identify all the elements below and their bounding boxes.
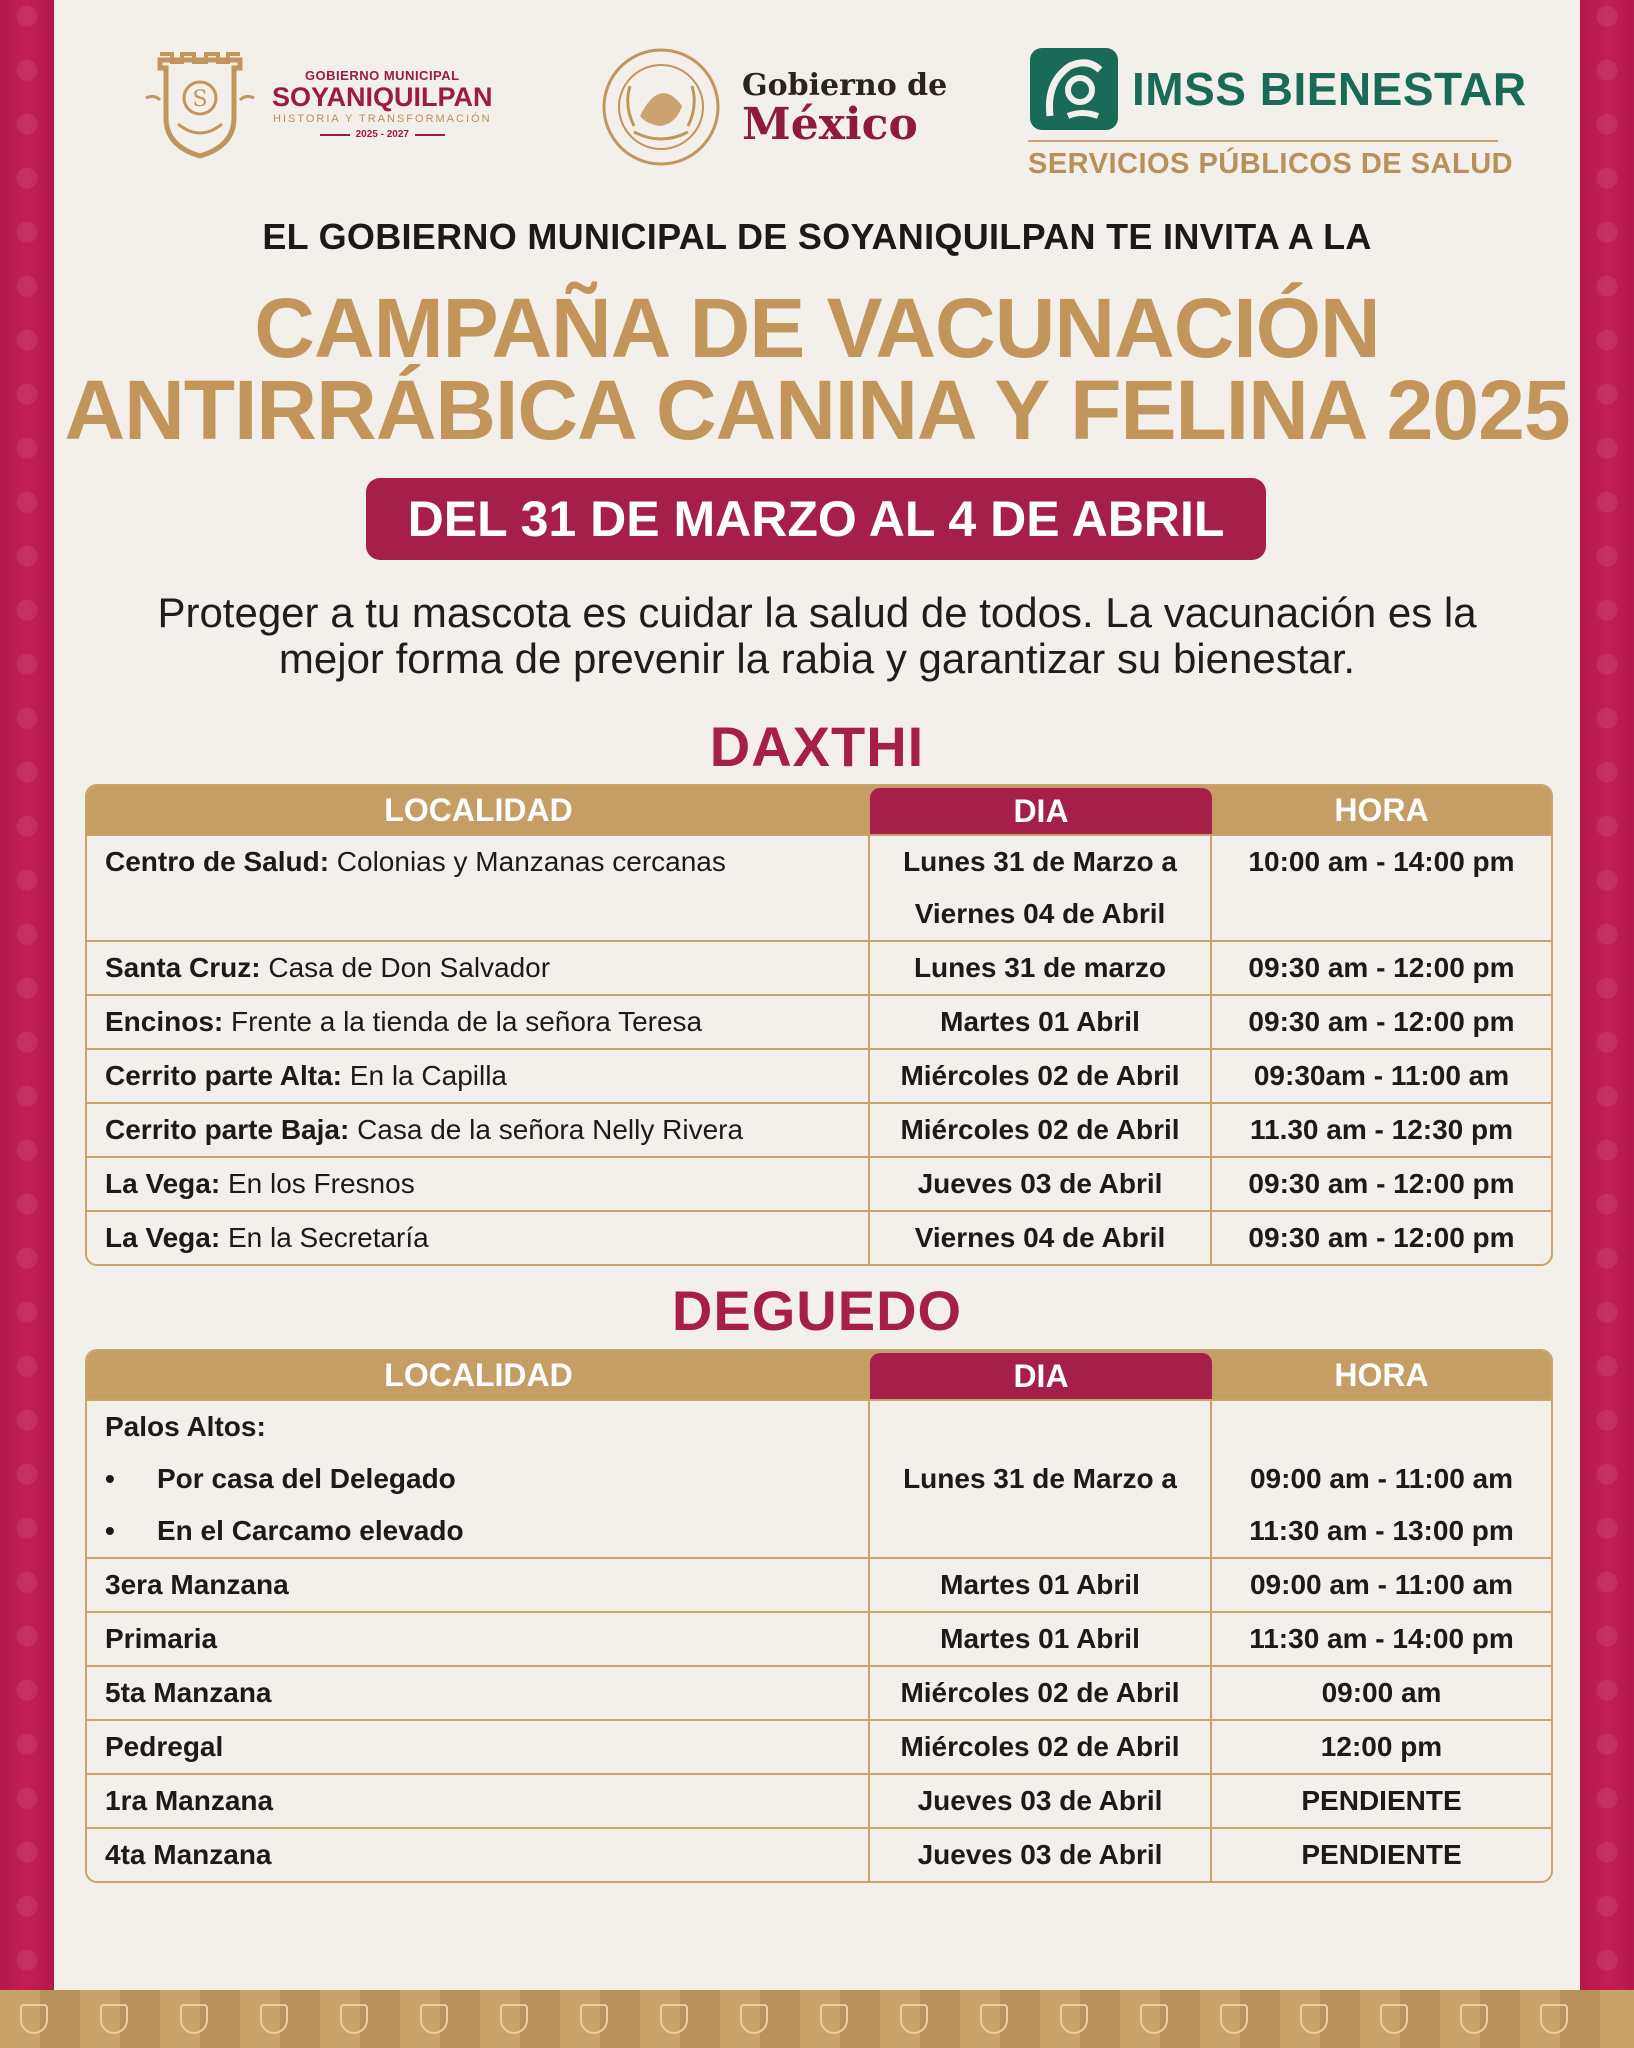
table-row: [87, 834, 1551, 940]
location-detail: En el Carcamo elevado: [157, 1515, 464, 1546]
column-header-dia: DIA: [870, 788, 1212, 834]
cell-localidad: Pedregal: [87, 1721, 870, 1773]
list-item: [105, 1453, 868, 1505]
table-row: [87, 1773, 1551, 1827]
cell-hora: 09:30 am - 12:00 pm: [1248, 1168, 1515, 1199]
cell-hora: 09:30 am - 12:00 pm: [1248, 1006, 1515, 1037]
cell-localidad: [87, 1104, 870, 1156]
cell-dia: Miércoles 02 de Abril: [870, 1104, 1212, 1156]
location-label: Centro de Salud:: [105, 846, 330, 877]
table-row: [87, 940, 1551, 994]
bullet-marker: •: [105, 1515, 115, 1546]
table-row: [87, 1827, 1551, 1881]
location-detail: En la Capilla: [342, 1060, 507, 1091]
decorative-crest-icon: [500, 2004, 528, 2034]
column-header-localidad: LOCALIDAD: [384, 791, 573, 828]
cell-localidad: [87, 1158, 870, 1210]
table-row: [87, 1719, 1551, 1773]
decorative-crest-icon: [260, 2004, 288, 2034]
decorative-crest-icon: [340, 2004, 368, 2034]
intro-text: [80, 590, 1554, 682]
campaign-dates-badge: DEL 31 DE MARZO AL 4 DE ABRIL: [366, 478, 1266, 560]
hour-line-1: 09:00 am - 11:00 am: [1249, 1463, 1514, 1494]
national-seal-icon: [600, 46, 722, 168]
decorative-crest-icon: [180, 2004, 208, 2034]
location-label: Santa Cruz:: [105, 952, 261, 983]
daxthi-schedule-table: [85, 784, 1553, 1266]
federal-logo: [600, 46, 947, 168]
cell-hora: 10:00 am - 14:00 pm: [1248, 846, 1515, 877]
location-detail: Frente a la tienda de la señora Teresa: [223, 1006, 703, 1037]
municipal-shield-icon: [138, 46, 262, 162]
location-label: Cerrito parte Alta:: [105, 1060, 343, 1091]
location-label: Cerrito parte Baja:: [105, 1114, 350, 1145]
bottom-decorative-band: [0, 1990, 1634, 2048]
municipal-label: GOBIERNO MUNICIPAL: [304, 67, 460, 83]
cell-dia: Martes 01 Abril: [870, 996, 1212, 1048]
table-row: [87, 1611, 1551, 1665]
decorative-crest-icon: [20, 2004, 48, 2034]
table-row: [87, 994, 1551, 1048]
decorative-crest-icon: [1140, 2004, 1168, 2034]
decorative-crest-icon: [900, 2004, 928, 2034]
decorative-crest-icon: [1380, 2004, 1408, 2034]
cell-hora: 09:30am - 11:00 am: [1253, 1060, 1510, 1091]
municipal-name: SOYANIQUILPAN: [272, 81, 493, 112]
cell-hora: 12:00 pm: [1320, 1731, 1443, 1762]
cell-dia: Lunes 31 de Marzo a: [870, 1401, 1212, 1557]
cell-localidad: 3era Manzana: [87, 1559, 870, 1611]
federal-name: México: [742, 98, 918, 150]
decorative-crest-icon: [1220, 2004, 1248, 2034]
intro-line-2: mejor forma de prevenir la rabia y garantizar su bienestar.: [278, 635, 1356, 682]
decorative-crest-icon: [820, 2004, 848, 2034]
cell-localidad: 5ta Manzana: [87, 1667, 870, 1719]
column-header-dia: DIA: [870, 1353, 1212, 1399]
section-title-daxthi: DAXTHI: [709, 715, 925, 778]
decorative-crest-icon: [660, 2004, 688, 2034]
location-label: La Vega:: [105, 1168, 221, 1199]
cell-dia: [870, 836, 1212, 940]
cell-hora: PENDIENTE: [1301, 1785, 1462, 1816]
cell-dia: Viernes 04 de Abril: [870, 1212, 1212, 1264]
cell-localidad: [87, 836, 870, 940]
cell-dia: Miércoles 02 de Abril: [870, 1721, 1212, 1773]
location-detail: En los Fresnos: [220, 1168, 415, 1199]
imss-divider: [1028, 140, 1498, 142]
imss-name: IMSS BIENESTAR: [1132, 63, 1527, 115]
column-header-localidad: LOCALIDAD: [384, 1356, 573, 1393]
table-row: [87, 1102, 1551, 1156]
decorative-crest-icon: [1060, 2004, 1088, 2034]
cell-hora: 09:30 am - 12:00 pm: [1248, 1222, 1515, 1253]
decorative-crest-icon: [980, 2004, 1008, 2034]
invitation-line: EL GOBIERNO MUNICIPAL DE SOYANIQUILPAN TE INVITA A LA: [262, 216, 1372, 257]
municipal-logo: [138, 46, 493, 162]
table-header: [87, 786, 1551, 834]
svg-text:S: S: [192, 87, 208, 112]
location-detail: Casa de Don Salvador: [260, 952, 551, 983]
cell-hora: 11.30 am - 12:30 pm: [1249, 1114, 1514, 1145]
cell-hora: PENDIENTE: [1301, 1839, 1462, 1870]
cell-dia: Martes 01 Abril: [870, 1559, 1212, 1611]
decorative-crest-icon: [1460, 2004, 1488, 2034]
day-line-1: Lunes 31 de Marzo a: [903, 846, 1177, 877]
cell-localidad: Primaria: [87, 1613, 870, 1665]
campaign-title-line-2: ANTIRRÁBICA CANINA Y FELINA 2025: [64, 363, 1570, 457]
cell-dia: Jueves 03 de Abril: [870, 1775, 1212, 1827]
table-row: [87, 1665, 1551, 1719]
table-row: [87, 1557, 1551, 1611]
cell-dia: Lunes 31 de marzo: [870, 942, 1212, 994]
section-title-deguedo: DEGUEDO: [671, 1279, 963, 1342]
decorative-crest-icon: [420, 2004, 448, 2034]
cell-hora: 09:00 am - 11:00 am: [1249, 1569, 1514, 1600]
table-row: [87, 1156, 1551, 1210]
cell-hora: [1212, 1401, 1551, 1557]
column-header-hora: HORA: [1334, 791, 1429, 828]
location-label: La Vega:: [105, 1222, 221, 1253]
column-header-hora: HORA: [1334, 1356, 1429, 1393]
location-detail: Casa de la señora Nelly Rivera: [349, 1114, 744, 1145]
decorative-crest-icon: [740, 2004, 768, 2034]
cell-hora: 11:30 am - 14:00 pm: [1249, 1623, 1514, 1654]
intro-line-1: Proteger a tu mascota es cuidar la salud de todos. La vacunación es la: [157, 589, 1477, 636]
location-detail: En la Secretaría: [220, 1222, 429, 1253]
cell-localidad: [87, 1050, 870, 1102]
hour-line-2: 11:30 am - 13:00 pm: [1249, 1515, 1514, 1546]
cell-localidad: [87, 996, 870, 1048]
cell-hora: 09:30 am - 12:00 pm: [1248, 952, 1515, 983]
decorative-crest-icon: [100, 2004, 128, 2034]
federal-label: Gobierno de: [742, 67, 948, 103]
imss-subtitle: SERVICIOS PÚBLICOS DE SALUD: [1028, 148, 1514, 180]
imss-emblem-icon: [1028, 46, 1120, 132]
cell-dia: Jueves 03 de Abril: [870, 1158, 1212, 1210]
cell-localidad: [87, 942, 870, 994]
municipal-years: 2025 - 2027: [272, 129, 493, 140]
location-detail: Por casa del Delegado: [157, 1463, 456, 1494]
day-line-2: Viernes 04 de Abril: [914, 898, 1166, 929]
location-label: Encinos:: [105, 1006, 224, 1037]
table-row: [87, 1048, 1551, 1102]
deguedo-schedule-table: [85, 1349, 1553, 1883]
location-detail: Colonias y Manzanas cercanas: [329, 846, 726, 877]
municipal-tagline: HISTORIA Y TRANSFORMACIÓN: [273, 113, 492, 126]
cell-dia: Martes 01 Abril: [870, 1613, 1212, 1665]
table-row: [87, 1399, 1551, 1557]
cell-dia: Jueves 03 de Abril: [870, 1829, 1212, 1881]
list-item: [105, 1505, 868, 1557]
decorative-crest-icon: [1300, 2004, 1328, 2034]
bullet-marker: •: [105, 1463, 115, 1494]
table-row: [87, 1210, 1551, 1264]
cell-localidad: [87, 1212, 870, 1264]
cell-dia: Miércoles 02 de Abril: [870, 1050, 1212, 1102]
cell-dia: Miércoles 02 de Abril: [870, 1667, 1212, 1719]
campaign-title-line-1: CAMPAÑA DE VACUNACIÓN: [254, 281, 1380, 375]
cell-localidad: 1ra Manzana: [87, 1775, 870, 1827]
cell-localidad: [87, 1401, 870, 1557]
cell-hora: 09:00 am: [1321, 1677, 1442, 1708]
cell-localidad: 4ta Manzana: [87, 1829, 870, 1881]
location-label: Palos Altos:: [105, 1411, 266, 1442]
table-header: [87, 1351, 1551, 1399]
decorative-crest-icon: [580, 2004, 608, 2034]
decorative-crest-icon: [1540, 2004, 1568, 2034]
imss-logo: [1028, 46, 1527, 181]
